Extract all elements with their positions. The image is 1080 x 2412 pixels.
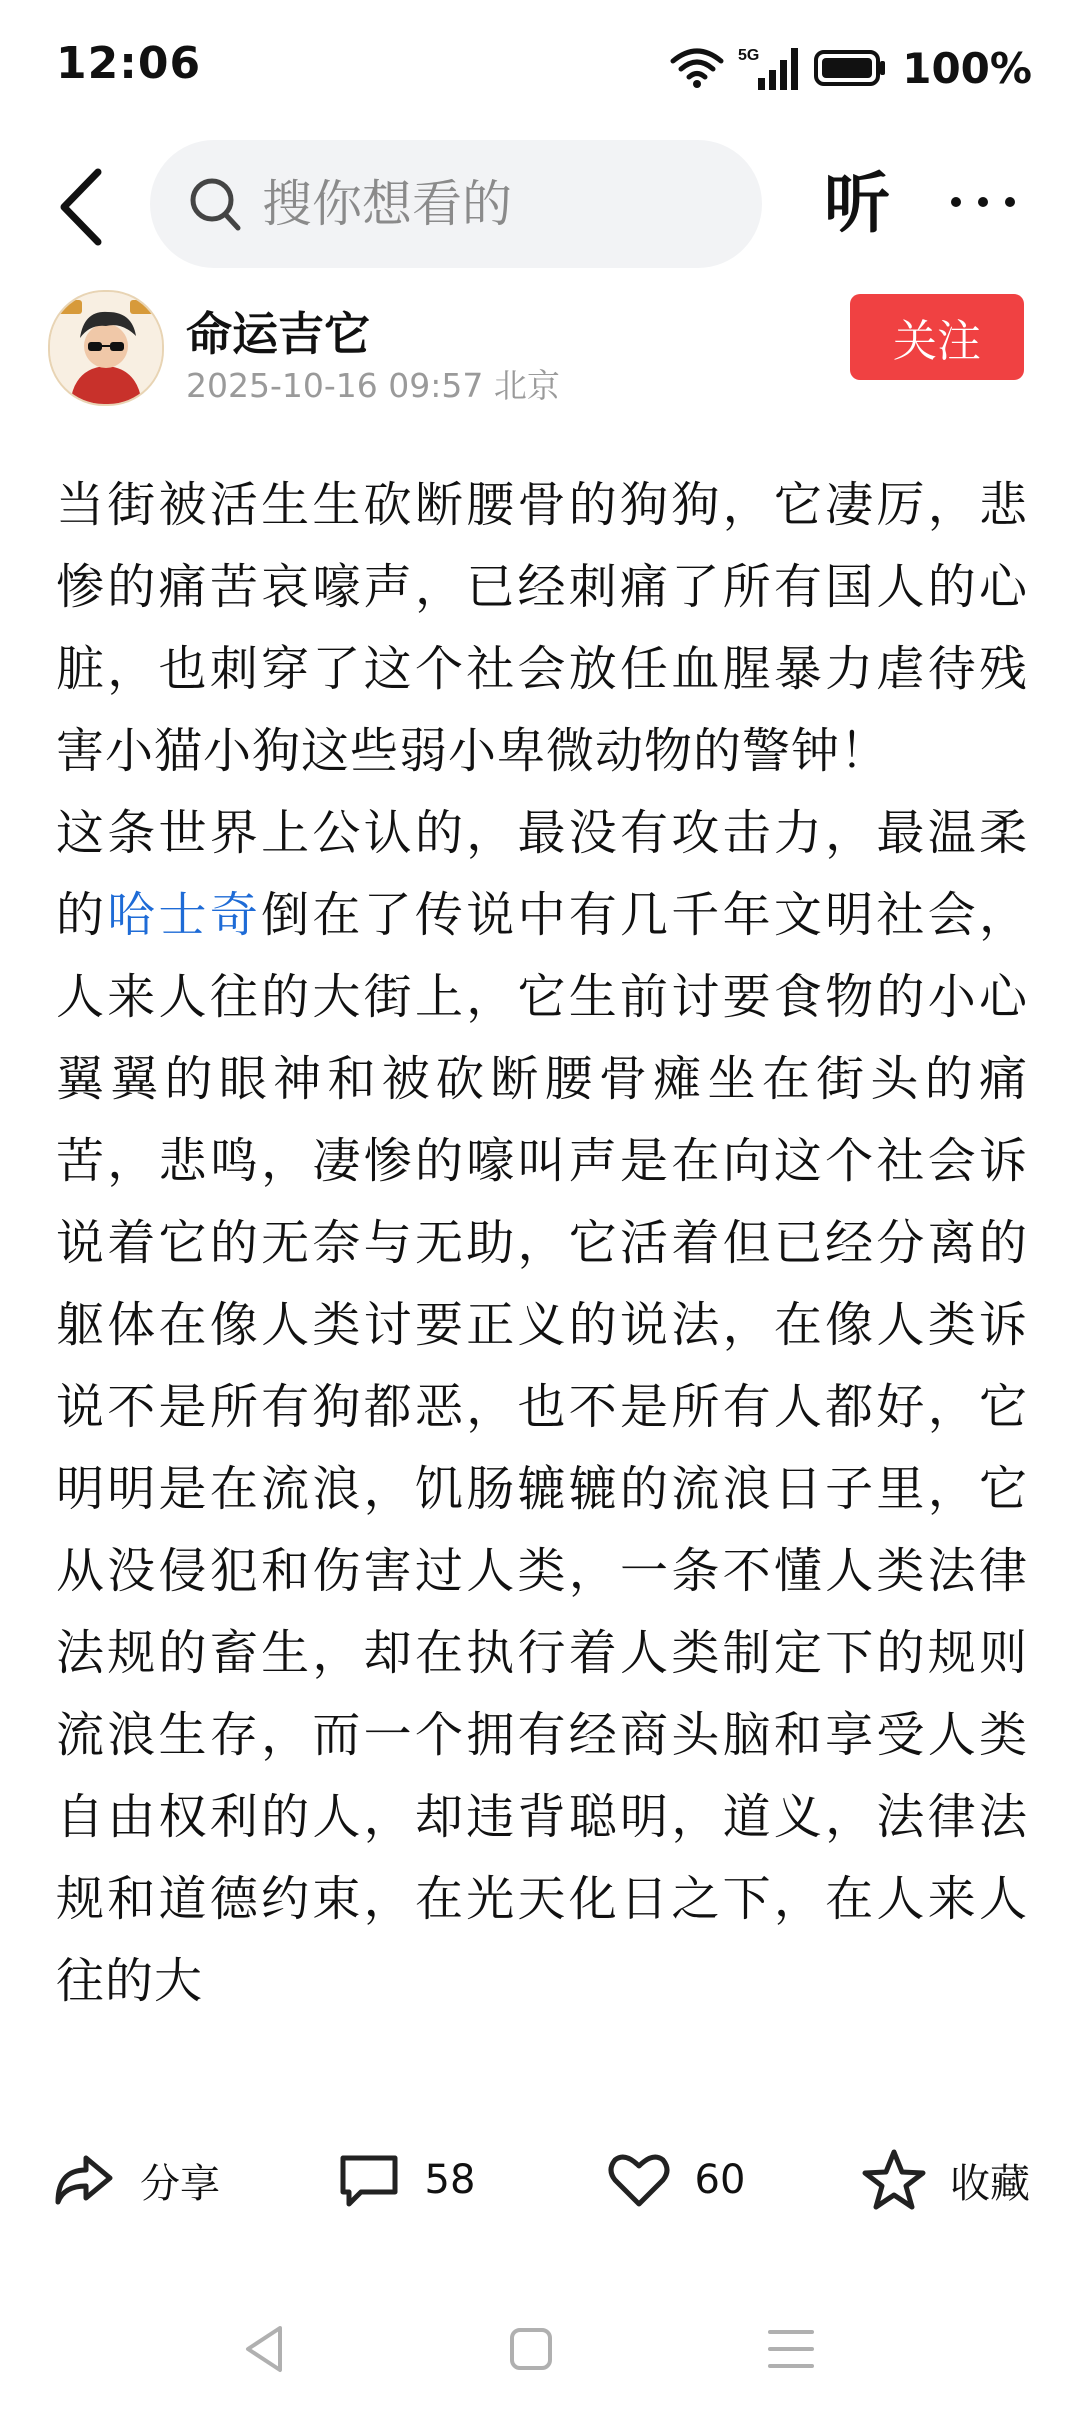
status-time: 12:06 bbox=[56, 38, 202, 89]
network-type: 5G bbox=[738, 47, 760, 64]
back-button[interactable] bbox=[50, 162, 120, 252]
post-meta bbox=[186, 360, 560, 407]
author-name[interactable]: 命运吉它 bbox=[186, 307, 370, 361]
author-row bbox=[0, 290, 1080, 430]
search-icon bbox=[186, 172, 246, 236]
wifi-icon bbox=[670, 47, 724, 89]
top-nav bbox=[0, 130, 1080, 280]
like-button[interactable] bbox=[540, 2120, 810, 2240]
like-count: 60 bbox=[694, 2157, 746, 2203]
battery-icon bbox=[814, 48, 888, 88]
nav-home-button[interactable] bbox=[496, 2314, 566, 2384]
star-icon bbox=[860, 2146, 928, 2214]
avatar-image bbox=[50, 292, 162, 404]
status-bar bbox=[0, 0, 1080, 130]
post-location: 北京 bbox=[493, 366, 560, 405]
favorite-button[interactable] bbox=[810, 2120, 1080, 2240]
comment-icon bbox=[335, 2146, 403, 2214]
search-placeholder: 搜你想看的 bbox=[262, 175, 512, 233]
more-button[interactable] bbox=[946, 180, 1020, 224]
avatar[interactable] bbox=[48, 290, 164, 406]
share-button[interactable] bbox=[0, 2120, 270, 2240]
article-body bbox=[56, 464, 1028, 2090]
husky-link[interactable]: 哈士奇 bbox=[107, 887, 262, 943]
share-icon bbox=[50, 2146, 118, 2214]
article-paragraph-2 bbox=[56, 792, 1028, 2022]
nav-back-button[interactable] bbox=[230, 2314, 300, 2384]
more-icon bbox=[946, 180, 1020, 224]
listen-button[interactable]: 听 bbox=[824, 165, 890, 242]
like-icon bbox=[605, 2146, 673, 2214]
post-time: 2025-10-16 09:57 bbox=[186, 366, 484, 405]
paragraph-2-text-start: 这条世界上公认的，最没有攻击力，最温柔的 bbox=[56, 805, 1028, 943]
search-input[interactable] bbox=[150, 140, 762, 268]
signal-icon bbox=[738, 44, 800, 92]
comment-count: 58 bbox=[424, 2157, 476, 2203]
battery-percent: 100% bbox=[902, 43, 1032, 93]
nav-back-icon bbox=[230, 2314, 300, 2384]
back-arrow-icon bbox=[50, 162, 120, 252]
nav-home-icon bbox=[496, 2314, 566, 2384]
action-bar bbox=[0, 2120, 1080, 2240]
comment-button[interactable] bbox=[270, 2120, 540, 2240]
paragraph-2-text-rest: 倒在了传说中有几千年文明社会，人来人往的大街上，它生前讨要食物的小心翼翼的眼神和被砍断腰骨瘫坐在街头的痛苦，悲鸣，凄惨的嚎叫声是在向这个社会诉说着它的无奈与无助，它活着但已经分离的躯体在像人类讨要正义的说法，在像人类诉说不是所有狗都恶，也不是所有人都好，它明明是在流浪，饥肠辘辘的流浪日子里，它从没侵犯和伤害过人类，一条不懂人类法律法规的畜生，却在执行着人类制定下的规则流浪生存，而一个拥有经商头脑和享受人类自由权利的人，却违背聪明，道义，法律法规和道德约束，在光天化日之下，在人来人往的大 bbox=[56, 887, 1028, 2009]
nav-menu-button[interactable] bbox=[756, 2314, 826, 2384]
follow-button[interactable]: 关注 bbox=[850, 294, 1024, 380]
nav-menu-icon bbox=[756, 2314, 826, 2384]
share-label: 分享 bbox=[140, 2160, 220, 2207]
status-icons bbox=[670, 40, 1032, 96]
article-paragraph-1: 当街被活生生砍断腰骨的狗狗，它凄厉，悲惨的痛苦哀嚎声，已经刺痛了所有国人的心脏，也刺穿了这个社会放任血腥暴力虐待残害小猫小狗这些弱小卑微动物的警钟！ bbox=[56, 477, 1028, 779]
favorite-label: 收藏 bbox=[950, 2160, 1030, 2207]
system-nav-bar bbox=[0, 2290, 1080, 2412]
